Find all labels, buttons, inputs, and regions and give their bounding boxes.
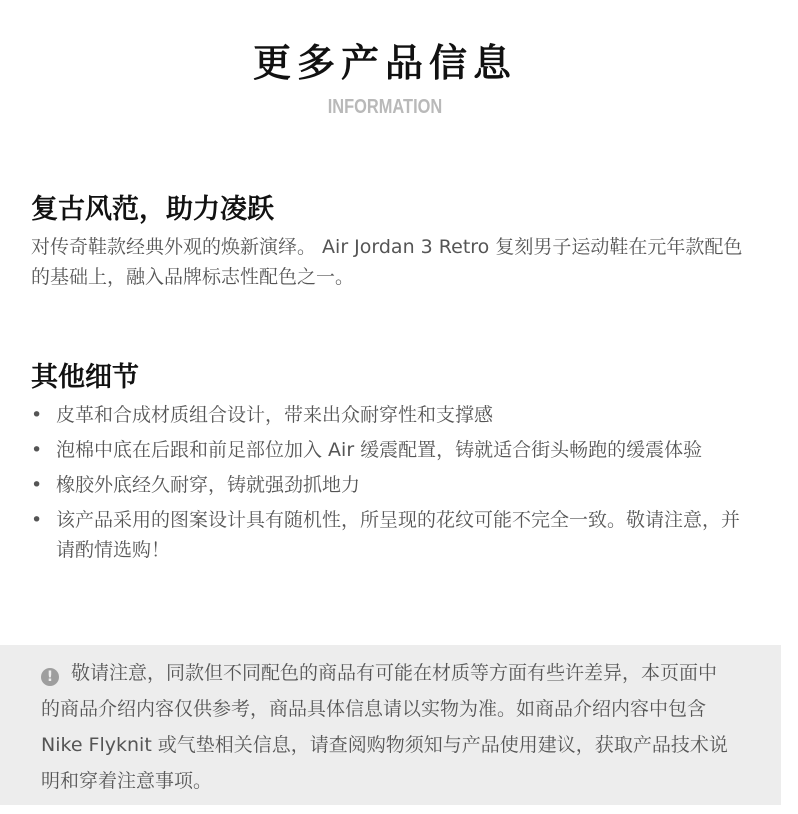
list-item bbox=[31, 505, 751, 565]
list-item bbox=[31, 435, 751, 465]
page-header bbox=[0, 38, 770, 119]
intro-body: 对传奇鞋款经典外观的焕新演绎。 Air Jordan 3 Retro 复刻男子运动鞋在元年款配色的基础上，融入品牌标志性配色之一。 bbox=[31, 236, 743, 288]
intro-section bbox=[31, 192, 751, 292]
intro-heading: 复古风范，助力凌跃 bbox=[31, 194, 274, 225]
list-item-text: 皮革和合成材质组合设计，带来出众耐穿性和支撑感 bbox=[56, 404, 494, 426]
page-subtitle: INFORMATION bbox=[327, 96, 443, 118]
page-title: 更多产品信息 bbox=[252, 41, 517, 85]
list-item-text: 泡棉中底在后跟和前足部位加入 Air 缓震配置，铸就适合街头畅跑的缓震体验 bbox=[56, 439, 703, 461]
list-item bbox=[31, 400, 751, 430]
list-item bbox=[31, 470, 751, 500]
list-item-text: 橡胶外底经久耐穿，铸就强劲抓地力 bbox=[56, 474, 361, 496]
notice-text: 敬请注意，同款但不同配色的商品有可能在材质等方面有些许差异，本页面中的商品介绍内容仅供参考，商品具体信息请以实物为准。如商品介绍内容中包含 Nike Flyknit 或气垫相关信息，请查阅购物须知与产品使用建议，获取产品技术说明和穿着注意事项。 bbox=[41, 662, 728, 792]
details-list bbox=[31, 400, 751, 565]
notice-box bbox=[0, 645, 781, 805]
list-item-text: 该产品采用的图案设计具有随机性，所呈现的花纹可能不完全一致。敬请注意，并请酌情选购！ bbox=[56, 509, 741, 561]
details-section bbox=[31, 360, 751, 570]
exclamation-circle-icon: ! bbox=[41, 668, 59, 686]
bullet-icon: • bbox=[31, 474, 43, 496]
bullet-icon: • bbox=[31, 509, 43, 531]
notice-content bbox=[41, 655, 731, 799]
bullet-icon: • bbox=[31, 439, 43, 461]
details-heading: 其他细节 bbox=[31, 362, 139, 393]
bullet-icon: • bbox=[31, 404, 43, 426]
